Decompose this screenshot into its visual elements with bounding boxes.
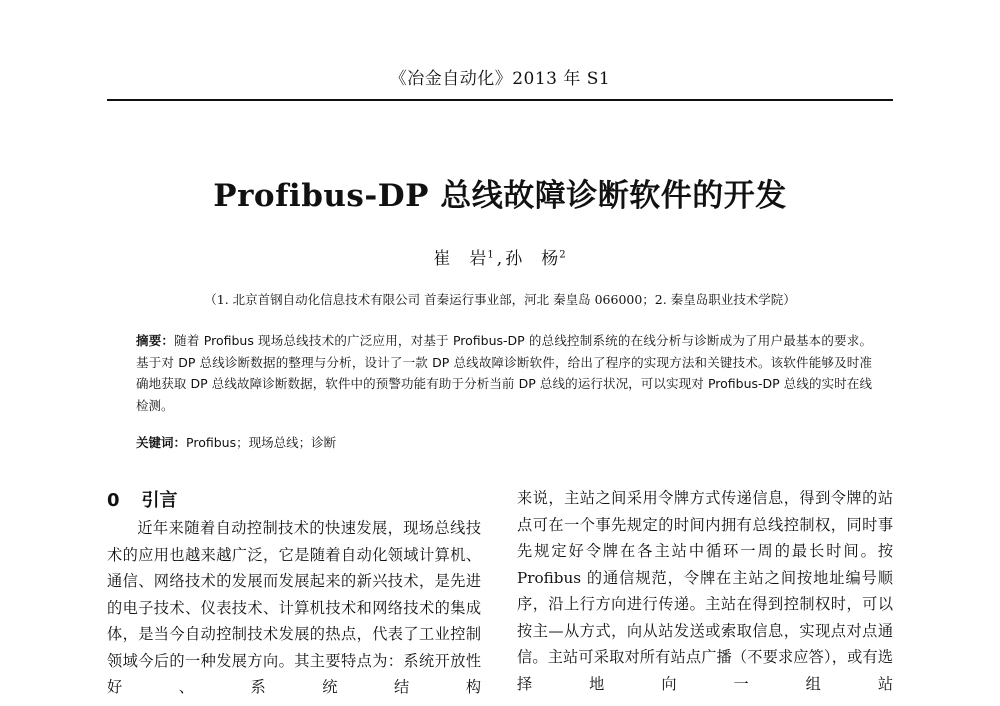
journal-header: 《冶金自动化》2013 年 S1 <box>389 69 611 89</box>
author-name: 孙 杨 <box>505 249 560 269</box>
body-column-right <box>517 485 893 697</box>
body-column-left <box>107 515 481 701</box>
author-affiliation-mark: 2 <box>559 249 567 261</box>
abstract <box>136 330 872 416</box>
paper-title: Profibus-DP 总线故障诊断软件的开发 <box>213 178 787 214</box>
author-separator: , <box>496 249 504 269</box>
abstract-text: 随着 Profibus 现场总线技术的广泛应用，对基于 Profibus-DP 的总线控制系统的在线分析与诊断成为了用户最基本的要求。基于对 DP 总线诊断数据的整理与分析，设计了一款 DP 总线故障诊断软件，给出了程序的实现方法和关键技术。该软件能够及时准确地获取 DP 总线故障诊断数据，软件中的预警功能有助于分析当前 DP 总线的运行状况，可以实现对 Profibus-DP 总线的实时在线检测。 <box>136 333 872 413</box>
author-affiliation-mark: 1 <box>487 249 495 261</box>
abstract-label: 摘要： <box>136 333 175 348</box>
section-number: 0 <box>107 490 120 511</box>
body-paragraph: 近年来随着自动控制技术的快速发展，现场总线技术的应用也越来越广泛，它是随着自动化领域计算机、通信、网络技术的发展而发展起来的新兴技术，是先进的电子技术、仪表技术、计算机技术和网络技术的集成体，是当今自动控制技术发展的热点，代表了工业控制领域今后的一种发展方向。其主要特点为：系统开放性好、系统结构 <box>107 519 481 696</box>
author-list <box>0 244 1000 269</box>
section-heading <box>107 486 178 512</box>
section-title: 引言 <box>141 490 178 511</box>
body-paragraph: 来说，主站之间采用令牌方式传递信息，得到令牌的站点可在一个事先规定的时间内拥有总线控制权，同时事先规定好令牌在各主站中循环一周的最长时间。按 Profibus 的通信规范，令牌在主站之间按地址编号顺序，沿上行方向进行传递。主站在得到控制权时，可以按主—从方式，向从站发送或索取信息，实现点对点通信。主站可采取对所有站点广播（不要求应答），或有选择地向一组站 <box>517 489 893 693</box>
header-rule <box>107 99 893 101</box>
keywords <box>136 432 872 453</box>
author-name: 崔 岩 <box>433 249 488 269</box>
affiliation: （1. 北京首钢自动化信息技术有限公司 首秦运行事业部，河北 秦皇岛 066000；2. 秦皇岛职业技术学院） <box>204 292 796 307</box>
keywords-label: 关键词： <box>136 435 187 450</box>
keywords-text: Profibus；现场总线；诊断 <box>186 435 337 450</box>
